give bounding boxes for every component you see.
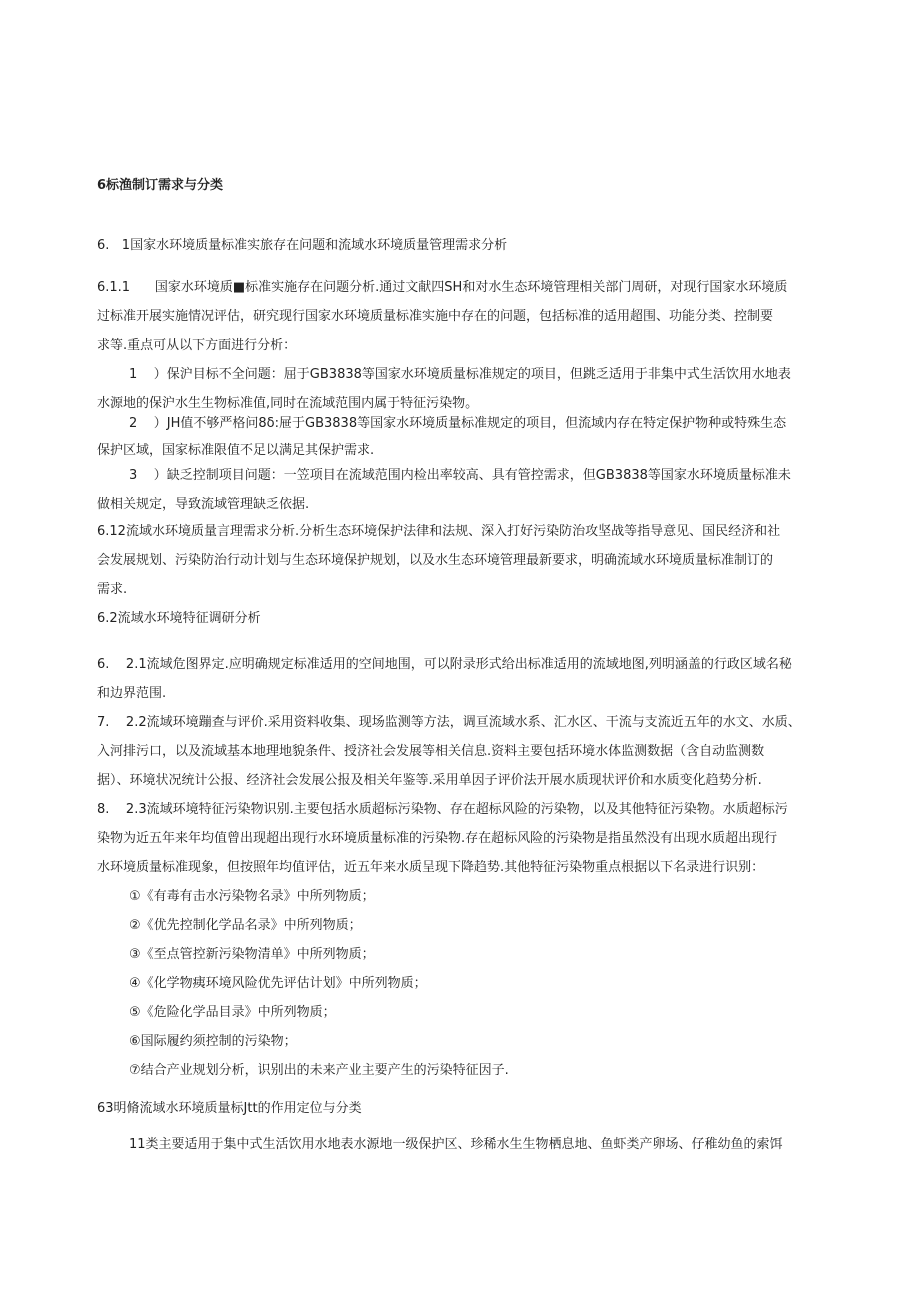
list-item-3-line-2: 做相关规定，导致流域管理缺乏依据. <box>97 497 310 512</box>
para-6-2-1-line-2: 和边界范围. <box>97 686 167 701</box>
list-item-3-line-1: 3 ）缺乏控制项目问题：一笠项目在流域范围内检出率较高、具有管控需求，但GB3838等国家水环境质量标准未 <box>129 468 791 483</box>
list-item-2-line-2: 保护区域，国家标准限值不足以满足其保护需求. <box>97 443 375 458</box>
para-6-2-2-line-1: 7. 2.2流域环境蹦查与评价.采用资料收集、现场监测等方法，调亘流域水系、汇水区、干流与支流近五年的水文、水质、 <box>97 715 801 730</box>
list-item: ⑦结合产业规划分析，识别出的未来产业主要产生的污染特征因子. <box>129 1063 509 1078</box>
heading-6-2: 6.2流域水环境特征调研分析 <box>97 611 261 626</box>
para-6-2-3-line-2: 染物为近五年来年均值曾出现超出现行水环境质量标准的污染物.存在超标风险的污染物是指虽然没有出现水质超出现行 <box>97 831 778 846</box>
para-6-1-2-line-1: 6.12流域水环境质量言理需求分析.分析生态环境保护法律和法规、深入打好污染防治攻坚战等指导意见、国民经济和社 <box>97 524 781 539</box>
para-6-3-line-1: 11类主要适用于集中式生活饮用水地表水源地一级保护区、珍稀水生生物栖息地、鱼虾类产卵场、仔稚幼鱼的索饵 <box>129 1137 783 1152</box>
para-6-2-3-line-1: 8. 2.3流域环境特征污染物识别.主要包括水质超标污染物、存在超标风险的污染物，以及其他特征污染物。水质超标污 <box>97 802 788 817</box>
para-6-2-1-line-1: 6. 2.1流域危图界定.应明确规定标准适用的空间地围，可以附录形式给出标准适用的流域地图,列明涵盖的行政区域名秘 <box>97 657 792 672</box>
list-item: ⑥国际履约须控制的污染物； <box>129 1034 297 1049</box>
heading-section-6: 6标渔制订需求与分类 <box>97 178 224 193</box>
list-item: ②《优先控制化学品名录》中所列物质； <box>129 918 362 933</box>
list-item: ⑤《危险化学品目录》中所列物质； <box>129 1005 336 1020</box>
list-item-1-line-1: 1 ）保沪目标不全问题：屈于GB3838等国家水环境质量标准规定的项目，但跳乏适用于非集中式生活饮用水地表 <box>129 367 791 382</box>
list-item-2-line-1: 2 ）JH值不够严格问8δ:屉于GB3838等国家水环境质量标准规定的项目，但流域内存在特定保护物种或特殊生态 <box>129 416 787 431</box>
list-item: ④《化学物痍环境风险优先评估计划》中所列物质； <box>129 976 427 991</box>
para-6-1-1-line-1: 6.1.1 国家水环境质■标准实施存在问题分析.通过文献四SH和对水生态环境管理相关部门周研，对现行国家水环境质 <box>97 280 788 295</box>
para-6-1-2-line-2: 会发展规划、污染防治行动计划与生态环境保护规划，以及水生态环境管理最新要求，明确流域水环境质量标准制订的 <box>97 553 774 568</box>
para-6-2-3-line-3: 水环境质量标准现象，但按照年均值评估，近五年来水质呈现下降趋势.其他特征污染物重点根据以下名录进行识别： <box>97 860 765 875</box>
heading-6-3: 63明脩流域水环境质量标Jtt的作用定位与分类 <box>97 1101 362 1116</box>
para-6-1-1-line-3: 求等.重点可从以下方面进行分析： <box>97 338 297 353</box>
list-item: ③《至点管控新污染物清单》中所列物质； <box>129 947 375 962</box>
heading-6-1: 6. 1国家水环境质量标准实旅存在问题和流域水环境质量管理需求分析 <box>97 238 508 253</box>
list-item-1-line-2: 水源地的保沪水生生物标准值,同时在流域范围内属于特征污染物。 <box>97 396 479 411</box>
para-6-1-2-line-3: 需求. <box>97 582 128 597</box>
list-item: ①《有毒有击水污染物名录》中所列物质； <box>129 889 375 904</box>
para-6-1-1-line-2: 过标准开展实施情况评估，研究现行国家水环境质量标准实施中存在的问题，包括标准的适用超围、功能分类、控制要 <box>97 309 774 324</box>
para-6-2-2-line-3: 据）、环境状况统计公报、经济社会发展公报及相关年鉴等.采用单因子评价法开展水质现状评价和水质变化趋势分析. <box>97 773 762 788</box>
para-6-2-2-line-2: 入河排污口，以及流域基本地理地貌条件、授济社会发展等相关信息.资料主要包括环境水体监测数据（含自动监测数 <box>97 744 765 759</box>
